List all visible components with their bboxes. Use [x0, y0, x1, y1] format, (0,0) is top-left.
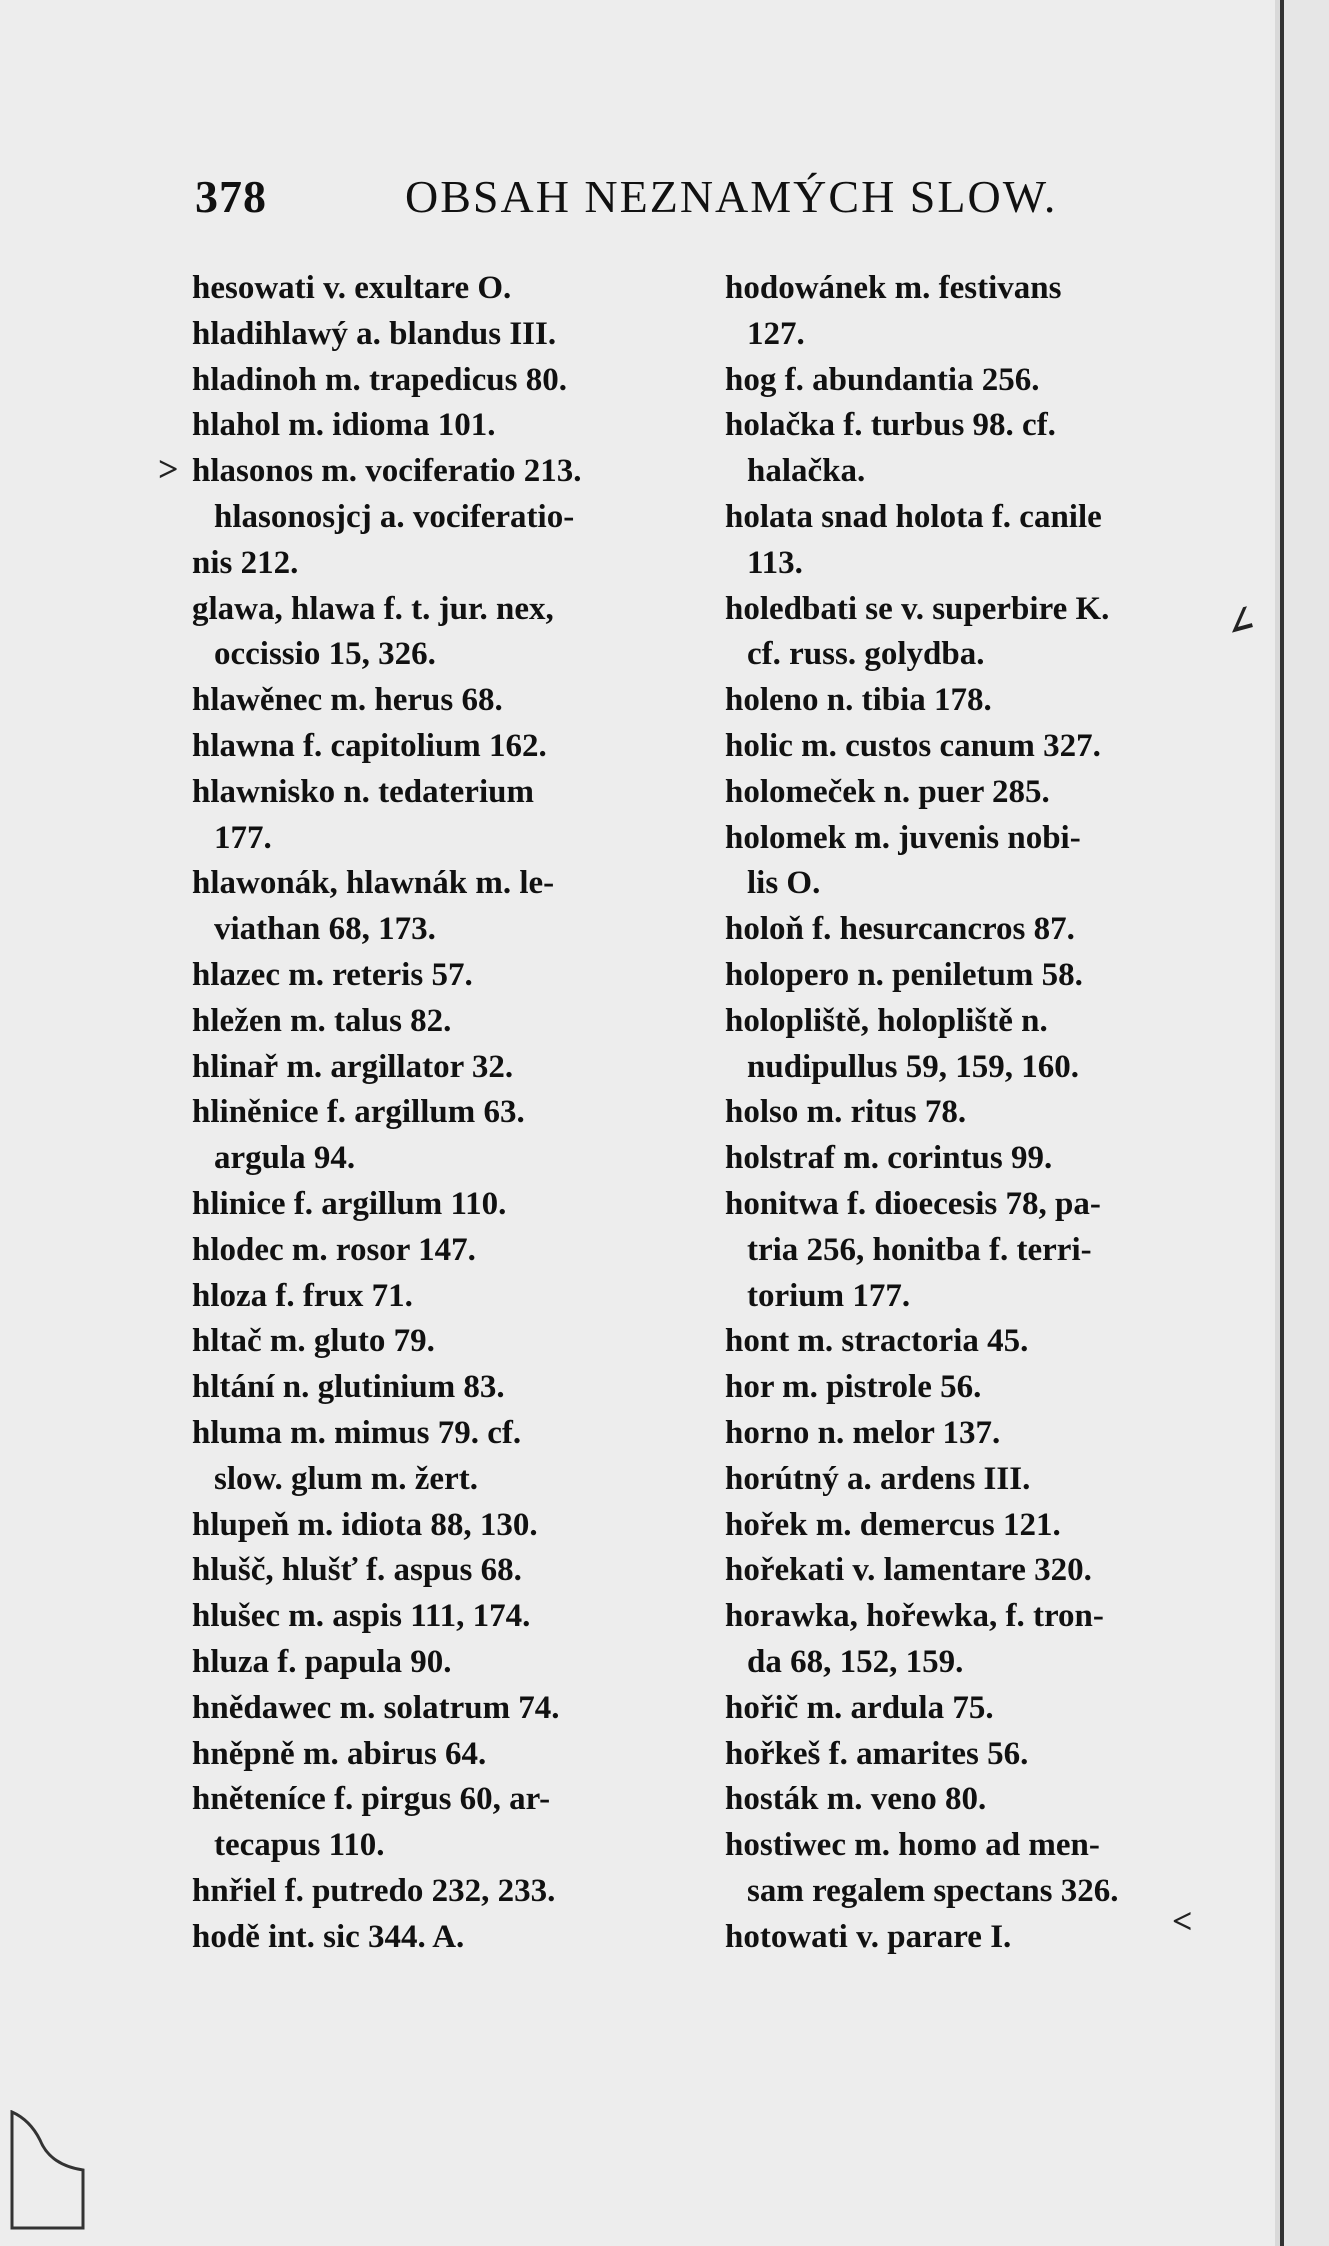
index-entry: hlawonák, hlawnák m. le-	[192, 865, 555, 902]
page-title: OBSAH NEZNAMÝCH SLOW.	[405, 171, 1058, 222]
index-entry: hlasonos m. vociferatio 213.	[192, 453, 582, 490]
index-entry: hodowánek m. festivans	[725, 270, 1062, 306]
index-entry: hněteníce f. pirgus 60, ar-	[192, 1781, 551, 1818]
margin-arrow-mark: >	[158, 449, 179, 489]
index-entry: hliněnice f. argillum 63.	[192, 1094, 525, 1131]
index-entry: holeno n. tibia 178.	[725, 682, 992, 719]
index-entry: hlawnisko n. tedaterium	[192, 773, 534, 810]
index-entry: hnřiel f. putredo 232, 233.	[192, 1872, 556, 1909]
index-entry: hlawěnec m. herus 68.	[192, 682, 503, 719]
index-entry: lis O.	[747, 865, 821, 902]
index-entry: honitwa f. dioecesis 78, pa-	[725, 1185, 1101, 1222]
index-entry: hořič m. ardula 75.	[725, 1689, 994, 1726]
index-entry: tecapus 110.	[214, 1827, 385, 1864]
index-entry: hladinoh m. trapedicus 80.	[192, 361, 567, 398]
index-entry: hořek m. demercus 121.	[725, 1506, 1061, 1543]
index-entry: hostiwec m. homo ad men-	[725, 1827, 1100, 1864]
index-entry: hotowati v. parare I.	[725, 1918, 1012, 1955]
index-entry: hlawna f. capitolium 162.	[192, 727, 547, 764]
index-entry: holoň f. hesurcancros 87.	[725, 911, 1075, 948]
index-entry: 127.	[747, 315, 805, 352]
index-entry: hltač m. gluto 79.	[192, 1323, 435, 1360]
index-entry: hlasonosjcj a. vociferatio-	[214, 498, 575, 535]
index-entry: hodě int. sic 344. A.	[192, 1918, 465, 1955]
index-entry: da 68, 152, 159.	[747, 1643, 964, 1680]
margin-arrow-mark-bottom: <	[1172, 1901, 1193, 1941]
index-entry: sam regalem spectans 326.	[747, 1872, 1119, 1909]
left-column	[192, 266, 692, 1960]
index-entry: hležen m. talus 82.	[192, 1002, 452, 1039]
index-entry: holic m. custos canum 327.	[725, 727, 1101, 764]
index-entry: hlodec m. rosor 147.	[192, 1231, 476, 1268]
index-entry: hlinice f. argillum 110.	[192, 1185, 507, 1222]
index-entry: hnědawec m. solatrum 74.	[192, 1689, 560, 1726]
index-entry: hluza f. papula 90.	[192, 1643, 452, 1680]
index-entry: hlahol m. idioma 101.	[192, 407, 496, 444]
index-entry: nudipullus 59, 159, 160.	[747, 1048, 1079, 1085]
index-entry: hltání n. glutinium 83.	[192, 1369, 505, 1406]
index-entry: slow. glum m. žert.	[214, 1460, 478, 1497]
index-entry: 177.	[214, 819, 272, 856]
index-entry: hog f. abundantia 256.	[725, 361, 1040, 398]
index-entry: holstraf m. corintus 99.	[725, 1140, 1053, 1177]
index-entry: hořkeš f. amarites 56.	[725, 1735, 1029, 1772]
index-entry: hlinař m. argillator 32.	[192, 1048, 514, 1085]
index-entry: hlušč, hlušť f. aspus 68.	[192, 1552, 522, 1589]
index-entry: holačka f. turbus 98. cf.	[725, 407, 1056, 444]
index-entry: hněpně m. abirus 64.	[192, 1735, 487, 1772]
index-entry: halačka.	[747, 453, 866, 490]
right-column	[725, 266, 1245, 1960]
index-entry: holedbati se v. superbire K.	[725, 590, 1110, 627]
index-entry: argula 94.	[214, 1140, 356, 1177]
index-entry: holopliště, holopliště n.	[725, 1002, 1048, 1039]
margin-angle-mark: ∠	[1220, 597, 1260, 645]
index-entry: holata snad holota f. canile	[725, 498, 1102, 535]
index-entry: horútný a. ardens III.	[725, 1460, 1031, 1497]
index-entry: holomeček n. puer 285.	[725, 773, 1050, 810]
page-header	[195, 170, 1225, 230]
index-entry: hesowati v. exultare O.	[192, 270, 512, 306]
index-entry: holso m. ritus 78.	[725, 1094, 967, 1131]
index-entry: hloza f. frux 71.	[192, 1277, 413, 1314]
index-entry: horno n. melor 137.	[725, 1414, 1001, 1451]
index-entry: holopero n. peniletum 58.	[725, 956, 1083, 993]
index-entry: cf. russ. golydba.	[747, 636, 985, 673]
index-entry: glawa, hlawa f. t. jur. nex,	[192, 590, 554, 627]
index-entry: nis 212.	[192, 544, 299, 581]
index-entry: hont m. stractoria 45.	[725, 1323, 1029, 1360]
index-entry: hlazec m. reteris 57.	[192, 956, 473, 993]
index-entry: horawka, hořewka, f. tron-	[725, 1598, 1104, 1635]
index-entry: hluma m. mimus 79. cf.	[192, 1414, 522, 1451]
index-entry: torium 177.	[747, 1277, 911, 1314]
index-entry: tria 256, honitba f. terri-	[747, 1231, 1092, 1268]
index-entry: viathan 68, 173.	[214, 911, 436, 948]
adjacent-page-edge	[1280, 0, 1329, 2246]
index-entry: occissio 15, 326.	[214, 636, 436, 673]
index-entry: hladihlawý a. blandus III.	[192, 315, 557, 352]
index-entry: hor m. pistrole 56.	[725, 1369, 982, 1406]
index-entry: hlupeň m. idiota 88, 130.	[192, 1506, 538, 1543]
index-entry: hosták m. veno 80.	[725, 1781, 987, 1818]
index-entry: 113.	[747, 544, 803, 581]
page-number: 378	[195, 171, 267, 222]
index-entry: hořekati v. lamentare 320.	[725, 1552, 1092, 1589]
page-corner-fold-icon	[10, 2110, 85, 2230]
index-entry: hlušec m. aspis 111, 174.	[192, 1598, 531, 1635]
index-entry: holomek m. juvenis nobi-	[725, 819, 1081, 856]
